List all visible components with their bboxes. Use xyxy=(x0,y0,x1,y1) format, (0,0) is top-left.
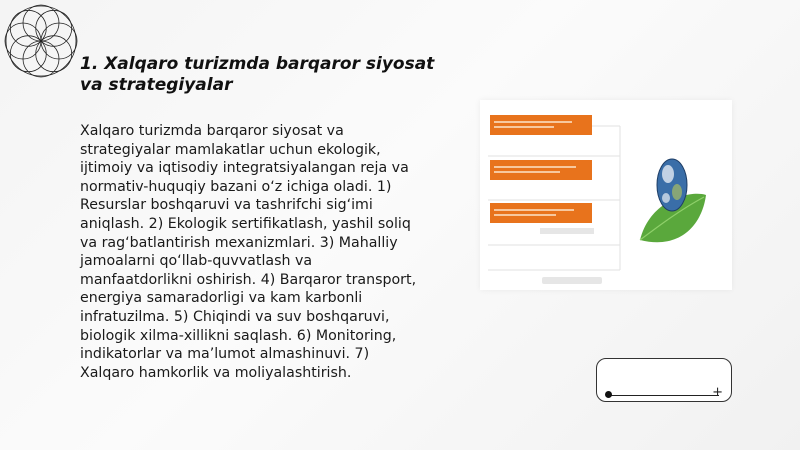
geometric-circle-logo-icon xyxy=(4,4,78,78)
scrubber-track[interactable] xyxy=(609,395,719,396)
orange-label-bar xyxy=(490,115,592,135)
slide-title: 1. Xalqaro turizmda barqaror siyosat va strategiyalar xyxy=(80,54,435,95)
orange-label-bar xyxy=(490,160,592,180)
earth-globe-icon xyxy=(657,159,687,211)
scrubber-handle[interactable] xyxy=(605,391,612,398)
media-scrubber-control[interactable] xyxy=(596,358,732,402)
plus-icon[interactable]: + xyxy=(712,385,723,400)
slide-body-text: Xalqaro turizmda barqaror siyosat va strategiyalar mamlakatlar uchun ekologik, ijtimoiy va iqtisodiy integratsiyalangan reja va normativ-huquqiy bazani o‘z ichiga oladi. 1) Resurslar boshqaruvi va tashrifchi sig‘imi aniqlash. 2) Ekologik sertifikatlash, yashil soliq va rag‘batlantirish mexanizmlari. 3) Mahalliy jamoalarni qo‘llab-quvvatlash va manfaatdorlikni oshirish. 4) Barqaror transport, energiya samaradorligi va kam karbonli infratuzilma. 5) Chiqindi va suv boshqaruvi, biologik xilma-xillikni saqlash. 6) Monitoring, indikatorlar va ma’lumot almashinuvi. 7) Xalqaro hamkorlik va moliyalashtirish. xyxy=(80,123,417,381)
orange-label-bar xyxy=(490,203,592,223)
sustainability-illustration xyxy=(480,100,732,290)
